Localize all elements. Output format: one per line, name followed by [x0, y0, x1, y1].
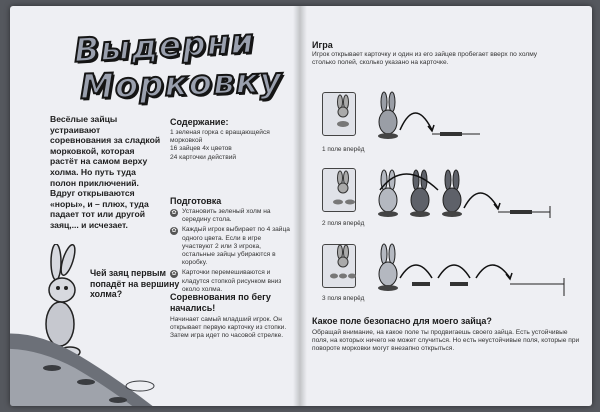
flower-bullet-icon: ✿ — [171, 210, 177, 216]
step-1-diagram-icon — [320, 88, 520, 144]
step-2-label: 2 поля вперёд — [322, 220, 365, 227]
rules-booklet — [10, 6, 592, 406]
safe-field-text: Обращай внимание, на какое поле ты продвигаешь своего зайца. Есть устойчивые поля, на которых ничего не может случиться. Но есть неустойчивые поля, которые при повороте морковки могут внезапно открыться. — [312, 329, 580, 353]
preparation-heading: Подготовка — [170, 196, 222, 206]
start-heading: Соревнования по бегу начались! — [170, 292, 271, 313]
contents-item: 1 зеленая горка с вращающейся — [170, 129, 270, 136]
game-heading: Игра — [312, 40, 333, 50]
start-text: Начинает самый младший игрок. Он открывает первую карточку из стопки. Затем игра идет по часовой стрелке. — [170, 316, 287, 340]
right-page — [300, 6, 592, 406]
hill-illustration — [10, 316, 190, 406]
contents-item: 16 зайцев 4х цветов — [170, 145, 232, 153]
contents-heading: Содержание: — [170, 117, 229, 127]
step-2-diagram-icon — [320, 162, 560, 222]
contents-list — [170, 129, 290, 162]
safe-field-heading: Какое поле безопасно для моего зайца? — [312, 316, 492, 326]
preparation-list — [170, 208, 290, 296]
step-3-label: 3 поля вперёд — [322, 295, 365, 302]
step-3-diagram-icon — [320, 238, 580, 298]
contents-item: морковкой — [170, 137, 203, 145]
step-1-label: 1 поле вперёд — [322, 146, 365, 153]
game-title-line1: Выдерни — [73, 21, 256, 70]
question-text: Чей заяц первым попадёт на вершину холма? — [90, 268, 180, 300]
game-title-line2: Морковку — [79, 60, 284, 108]
flower-bullet-icon: ✿ — [171, 271, 177, 278]
contents-item: 24 карточки действий — [170, 153, 237, 161]
left-page — [10, 6, 300, 406]
prep-item: ✿ Карточки перемешиваются и кладутся стопкой рисунком вниз около холма. — [171, 269, 282, 293]
prep-item: ✿ Каждый игрок выбирает по 4 зайца одного цвета. Если в игре участвуют 2 или 3 игрока, остальные зайцы убираются в коробку. — [171, 226, 290, 267]
flower-bullet-icon: ✿ — [171, 228, 177, 235]
game-text: Игрок открывает карточку и один из его зайцев пробегает вверх по холму столько полей, сколько указано на карточке. — [312, 51, 538, 67]
prep-item: ✿ Установить зеленый холм на середину стола. — [171, 208, 271, 224]
intro-text: Весёлые зайцы устраивают соревнования за сладкой морковкой, которая растёт на самом верху холма. Но путь туда полон приключений. Вдруг открываются «норы», и – плюх, туда падает тот или другой заяц,... и исчезает. — [50, 114, 161, 230]
